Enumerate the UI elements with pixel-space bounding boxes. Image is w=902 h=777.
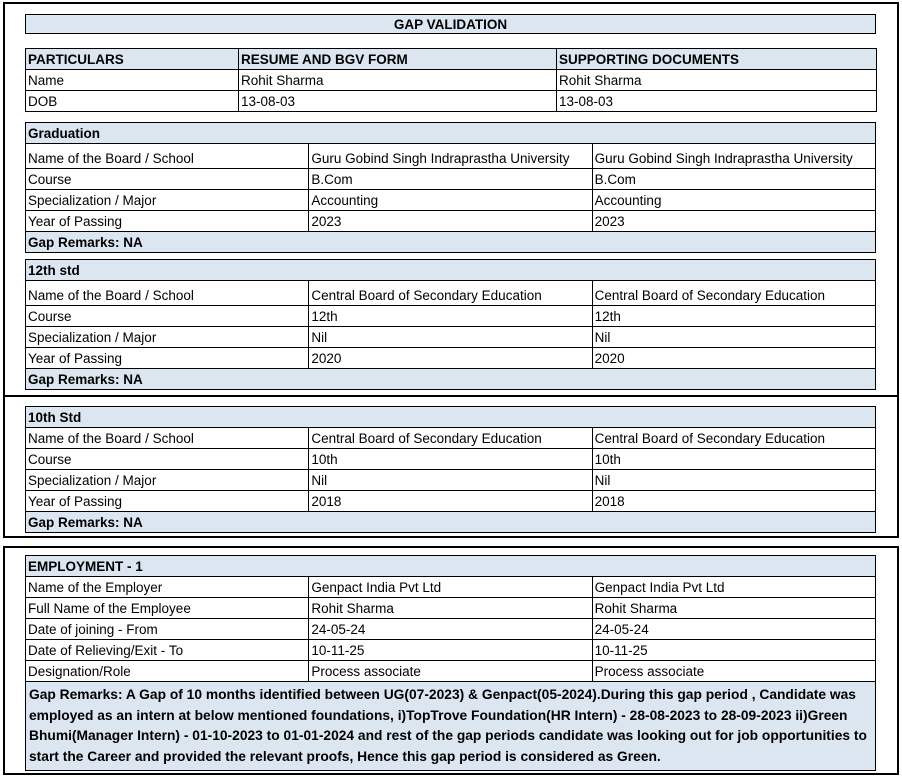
- table-row: [26, 327, 876, 348]
- table-row: [26, 144, 876, 169]
- resume-value: Nil: [309, 470, 592, 491]
- resume-value: Guru Gobind Singh Indraprastha University: [309, 144, 592, 169]
- resume-value: 2020: [309, 348, 592, 369]
- resume-value: Accounting: [309, 190, 592, 211]
- row-label: Course: [26, 169, 309, 190]
- employment-table: [25, 555, 876, 771]
- resume-value: 10-11-25: [309, 640, 592, 661]
- personal-table: [25, 48, 877, 112]
- gap-remarks: Gap Remarks: NA: [26, 232, 876, 253]
- row-label: Date of Relieving/Exit - To: [26, 640, 309, 661]
- table-row: [26, 428, 876, 449]
- docs-value: Nil: [592, 470, 875, 491]
- resume-value: 12th: [309, 306, 592, 327]
- resume-value: B.Com: [309, 169, 592, 190]
- table-row: [26, 190, 876, 211]
- row-label: Name of the Board / School: [26, 144, 309, 169]
- docs-value: Central Board of Secondary Education: [592, 428, 875, 449]
- docs-value: Central Board of Secondary Education: [592, 281, 875, 306]
- section-heading-row: [26, 407, 876, 428]
- docs-value: Guru Gobind Singh Indraprastha University: [592, 144, 875, 169]
- col-particulars: PARTICULARS: [26, 49, 239, 70]
- section-heading: 12th std: [26, 260, 876, 281]
- resume-value: Nil: [309, 327, 592, 348]
- twelfth-table: [25, 259, 876, 390]
- gap-remarks: Gap Remarks: NA: [26, 512, 876, 533]
- table-row: [26, 619, 876, 640]
- docs-value: 13-08-03: [557, 91, 877, 112]
- table-row: [26, 640, 876, 661]
- row-label: Designation/Role: [26, 661, 309, 682]
- section-heading-row: [26, 123, 876, 144]
- docs-value: Process associate: [592, 661, 875, 682]
- docs-value: 10-11-25: [592, 640, 875, 661]
- docs-value: Genpact India Pvt Ltd: [592, 577, 875, 598]
- docs-value: Rohit Sharma: [557, 70, 877, 91]
- table-row: [26, 211, 876, 232]
- row-label: Specialization / Major: [26, 470, 309, 491]
- row-label: Year of Passing: [26, 211, 309, 232]
- docs-value: 2018: [592, 491, 875, 512]
- row-label: Year of Passing: [26, 348, 309, 369]
- row-label: Specialization / Major: [26, 327, 309, 348]
- resume-value: Rohit Sharma: [309, 598, 592, 619]
- resume-value: 24-05-24: [309, 619, 592, 640]
- col-supporting: SUPPORTING DOCUMENTS: [557, 49, 877, 70]
- docs-value: 2020: [592, 348, 875, 369]
- docs-value: 24-05-24: [592, 619, 875, 640]
- resume-value: Process associate: [309, 661, 592, 682]
- table-row: [26, 70, 877, 91]
- resume-value: 13-08-03: [239, 91, 557, 112]
- docs-value: B.Com: [592, 169, 875, 190]
- resume-value: 10th: [309, 449, 592, 470]
- table-row: [26, 598, 876, 619]
- table-row: [26, 449, 876, 470]
- resume-value: Central Board of Secondary Education: [309, 428, 592, 449]
- row-label: DOB: [26, 91, 239, 112]
- row-label: Full Name of the Employee: [26, 598, 309, 619]
- row-label: Specialization / Major: [26, 190, 309, 211]
- col-resume: RESUME AND BGV FORM: [239, 49, 557, 70]
- docs-value: Accounting: [592, 190, 875, 211]
- docs-value: Nil: [592, 327, 875, 348]
- column-header-row: [26, 49, 877, 70]
- row-label: Year of Passing: [26, 491, 309, 512]
- table-row: [26, 348, 876, 369]
- section-heading: EMPLOYMENT - 1: [26, 556, 876, 577]
- row-label: Course: [26, 306, 309, 327]
- row-label: Name: [26, 70, 239, 91]
- section-heading-row: [26, 260, 876, 281]
- resume-value: Genpact India Pvt Ltd: [309, 577, 592, 598]
- table-row: [26, 281, 876, 306]
- tenth-table: [25, 406, 876, 533]
- docs-value: Rohit Sharma: [592, 598, 875, 619]
- resume-value: 2023: [309, 211, 592, 232]
- gap-remarks: Gap Remarks: A Gap of 10 months identified between UG(07-2023) & Genpact(05-2024).During this gap period , Candidate was employed as an intern at below mentioned foundations, i)TopTrove Foundation(HR Intern) - 28-08-2023 to 28-09-2023 ii)Green Bhumi(Manager Intern) - 01-10-2023 to 01-01-2024 and rest of the gap periods candidate was looking out for job opportunities to start the Career and provided the relevant proofs, Hence this gap period is considered as Green.: [26, 682, 876, 771]
- resume-value: Rohit Sharma: [239, 70, 557, 91]
- row-label: Name of the Board / School: [26, 281, 309, 306]
- table-row: [26, 661, 876, 682]
- section-heading: 10th Std: [26, 407, 876, 428]
- remarks-row: [26, 512, 876, 533]
- row-label: Date of joining - From: [26, 619, 309, 640]
- remarks-row: [26, 682, 876, 771]
- row-label: Name of the Employer: [26, 577, 309, 598]
- graduation-table: [25, 122, 876, 253]
- resume-value: 2018: [309, 491, 592, 512]
- section-heading: Graduation: [26, 123, 876, 144]
- table-row: [26, 491, 876, 512]
- resume-value: Central Board of Secondary Education: [309, 281, 592, 306]
- table-row: [26, 169, 876, 190]
- table-row: [26, 470, 876, 491]
- docs-value: 10th: [592, 449, 875, 470]
- remarks-row: [26, 232, 876, 253]
- row-label: Name of the Board / School: [26, 428, 309, 449]
- table-row: [26, 91, 877, 112]
- docs-value: 12th: [592, 306, 875, 327]
- table-row: [26, 577, 876, 598]
- page-title: GAP VALIDATION: [25, 14, 876, 34]
- table-row: [26, 306, 876, 327]
- docs-value: 2023: [592, 211, 875, 232]
- remarks-row: [26, 369, 876, 390]
- row-label: Course: [26, 449, 309, 470]
- section-heading-row: [26, 556, 876, 577]
- gap-remarks: Gap Remarks: NA: [26, 369, 876, 390]
